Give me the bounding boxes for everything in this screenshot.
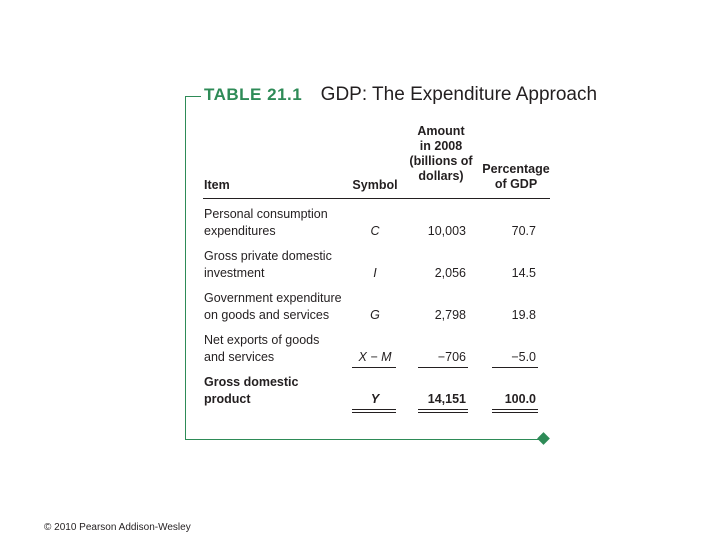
row-gdp-item-line-2: product — [204, 392, 251, 406]
row-net-exports-symbol: X − M — [358, 350, 392, 364]
row-government-item-line-2: on goods and services — [204, 308, 330, 322]
total-rule-symbol-1 — [352, 409, 396, 410]
row-investment-amount: 2,056 — [434, 266, 466, 280]
row-gdp-amount: 14,151 — [427, 392, 466, 406]
header-rule — [203, 198, 550, 199]
row-government-item — [204, 290, 342, 324]
total-rule-percentage-2 — [492, 412, 538, 413]
row-investment-symbol: I — [373, 266, 377, 280]
row-investment-item-line-2: investment — [204, 266, 265, 280]
table-title-row — [204, 84, 597, 106]
frame-top-rule — [185, 96, 201, 97]
header-amount — [411, 124, 471, 184]
row-gdp-percentage: 100.0 — [504, 392, 536, 406]
header-symbol: Symbol — [352, 178, 398, 192]
header-percentage-line-2: of GDP — [494, 177, 538, 191]
row-net-exports-item-line-2: and services — [204, 350, 275, 364]
row-net-exports-item-line-1: Net exports of goods — [204, 333, 320, 347]
row-investment-item — [204, 248, 332, 282]
row-consumption-item-line-2: expenditures — [204, 224, 276, 238]
header-percentage-line-1: Percentage — [482, 162, 550, 176]
table-number: TABLE 21.1 — [204, 85, 303, 104]
diamond-ornament-icon — [537, 432, 550, 445]
total-rule-amount-1 — [418, 409, 468, 410]
row-net-exports-amount: −706 — [437, 350, 466, 364]
frame-bottom-rule — [185, 439, 540, 440]
row-government-symbol: G — [370, 308, 380, 322]
row-gdp-item — [204, 374, 298, 408]
row-investment-item-line-1: Gross private domestic — [204, 249, 332, 263]
total-rule-symbol-2 — [352, 412, 396, 413]
sum-rule-percentage — [492, 367, 538, 368]
row-government-amount: 2,798 — [434, 308, 466, 322]
total-rule-amount-2 — [418, 412, 468, 413]
total-rule-percentage-1 — [492, 409, 538, 410]
header-amount-line-1: Amount — [417, 124, 465, 138]
header-amount-line-2: in 2008 — [419, 139, 463, 153]
row-government-item-line-1: Government expenditure — [204, 291, 342, 305]
header-percentage — [478, 162, 554, 192]
row-consumption-symbol: C — [370, 224, 380, 238]
row-consumption-percentage: 70.7 — [511, 224, 536, 238]
copyright-footer: © 2010 Pearson Addison-Wesley — [44, 522, 191, 533]
table-title: GDP: The Expenditure Approach — [320, 84, 598, 105]
row-gdp-item-line-1: Gross domestic — [204, 375, 299, 389]
header-amount-line-4: dollars) — [418, 169, 464, 183]
row-consumption-item — [204, 206, 328, 240]
header-amount-line-3: (billions of — [409, 154, 473, 168]
row-consumption-amount: 10,003 — [427, 224, 466, 238]
header-item: Item — [204, 178, 230, 192]
row-net-exports-percentage: −5.0 — [511, 350, 536, 364]
sum-rule-amount — [418, 367, 468, 368]
row-investment-percentage: 14.5 — [511, 266, 536, 280]
row-government-percentage: 19.8 — [511, 308, 536, 322]
frame-left-rule — [185, 96, 186, 439]
row-net-exports-item — [204, 332, 319, 366]
row-consumption-item-line-1: Personal consumption — [204, 207, 328, 221]
row-gdp-symbol: Y — [370, 392, 380, 406]
sum-rule-symbol — [352, 367, 396, 368]
